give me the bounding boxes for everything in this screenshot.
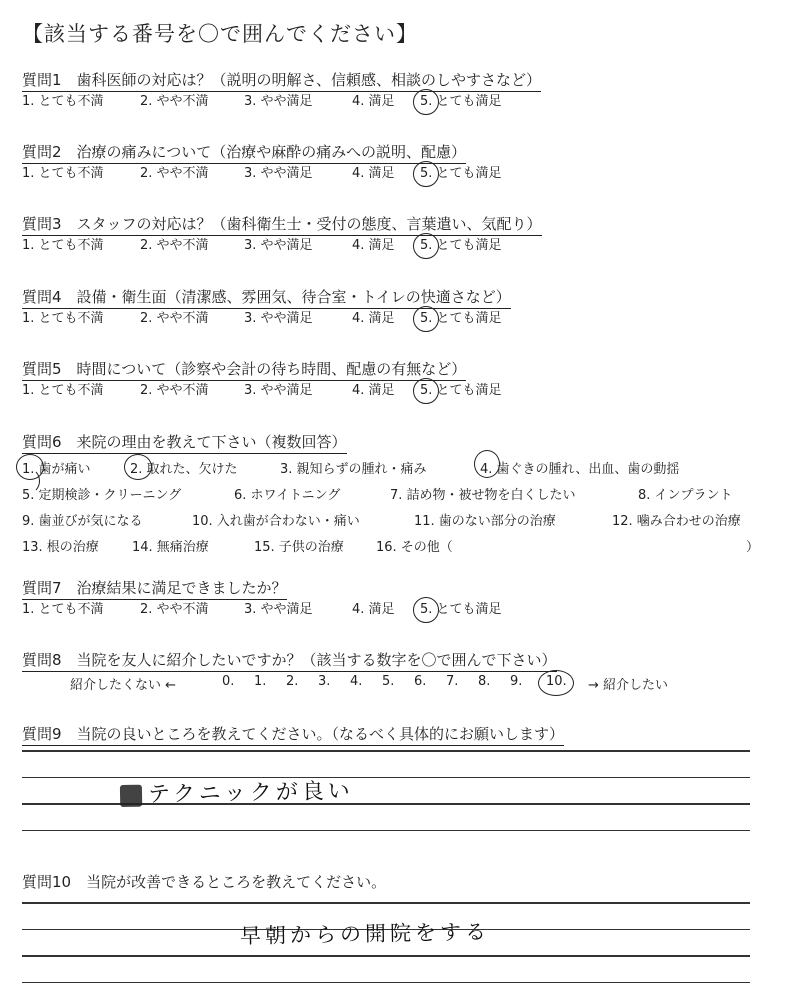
reason-10[interactable]: 10. 入れ歯が合わない・痛い — [192, 514, 360, 529]
selection-circle — [413, 306, 439, 332]
reason-4[interactable]: 4. 歯ぐきの腫れ、出血、歯の動揺 — [480, 462, 680, 477]
question-title: 質問7 治療結果に満足できましたか？ — [22, 578, 287, 600]
selection-circle — [124, 454, 152, 480]
question-title: 質問4 設備・衛生面（清潔感、雰囲気、待合室・トイレの快適さなど） — [22, 287, 511, 309]
option-5[interactable]: 5. とても満足 — [420, 166, 502, 181]
selection-circle — [413, 161, 439, 187]
rating-options — [22, 309, 511, 329]
question-9 — [22, 724, 564, 746]
option-1[interactable]: 1. とても不満 — [22, 94, 104, 109]
option-2[interactable]: 2. やや不満 — [140, 383, 209, 398]
option-3[interactable]: 3. やや満足 — [244, 94, 313, 109]
reason-11[interactable]: 11. 歯のない部分の治療 — [414, 514, 556, 529]
rating-options — [22, 164, 502, 184]
option-2[interactable]: 2. やや不満 — [140, 94, 209, 109]
option-1[interactable]: 1. とても不満 — [22, 602, 104, 617]
reason-16-close: ） — [746, 540, 760, 555]
option-3[interactable]: 3. やや満足 — [244, 383, 313, 398]
scale-6[interactable]: 6. — [414, 674, 427, 689]
reason-3[interactable]: 3. 親知らずの腫れ・痛み — [280, 462, 427, 477]
option-3[interactable]: 3. やや満足 — [244, 602, 313, 617]
reason-9[interactable]: 9. 歯並びが気になる — [22, 514, 143, 529]
question-4 — [22, 287, 511, 329]
scale-1[interactable]: 1. — [254, 674, 267, 689]
selection-circle — [413, 89, 439, 115]
question-7 — [22, 578, 502, 620]
question-title: 質問2 治療の痛みについて（治療や麻酔の痛みへの説明、配慮） — [22, 142, 466, 164]
option-4[interactable]: 4. 満足 — [352, 94, 395, 109]
scale-0[interactable]: 0. — [222, 674, 235, 689]
option-2[interactable]: 2. やや不満 — [140, 311, 209, 326]
option-3[interactable]: 3. やや満足 — [244, 238, 313, 253]
question-title: 質問3 スタッフの対応は？（歯科衛生士・受付の態度、言葉遣い、気配り） — [22, 214, 542, 236]
handwritten-answer-q10: 早朝からの開院をする — [239, 919, 491, 949]
option-5[interactable]: 5. とても満足 — [420, 94, 502, 109]
option-4[interactable]: 4. 満足 — [352, 166, 395, 181]
reason-7[interactable]: 7. 詰め物・被せ物を白くしたい — [390, 488, 576, 503]
option-2[interactable]: 2. やや不満 — [140, 602, 209, 617]
selection-circle — [413, 378, 439, 404]
selection-circle — [413, 233, 439, 259]
option-2[interactable]: 2. やや不満 — [140, 238, 209, 253]
scribble-mark — [120, 785, 142, 807]
option-5[interactable]: 5. とても満足 — [420, 311, 502, 326]
option-4[interactable]: 4. 満足 — [352, 238, 395, 253]
question-6 — [22, 432, 347, 454]
question-title: 質問8 当院を友人に紹介したいですか？（該当する数字を〇で囲んで下さい） — [22, 650, 557, 672]
question-1 — [22, 70, 541, 112]
rating-options — [22, 381, 502, 401]
option-4[interactable]: 4. 満足 — [352, 602, 395, 617]
reason-12[interactable]: 12. 噛み合わせの治療 — [612, 514, 741, 529]
handwritten-answer-q9: テクニックが良い — [120, 774, 354, 809]
scale-10[interactable]: 10. — [546, 674, 567, 689]
option-5[interactable]: 5. とても満足 — [420, 238, 502, 253]
scale-left-label: 紹介したくない ← — [70, 678, 177, 693]
option-2[interactable]: 2. やや不満 — [140, 166, 209, 181]
question-3 — [22, 214, 542, 256]
option-4[interactable]: 4. 満足 — [352, 311, 395, 326]
option-3[interactable]: 3. やや満足 — [244, 166, 313, 181]
option-1[interactable]: 1. とても不満 — [22, 311, 104, 326]
rating-options — [22, 92, 541, 112]
question-8 — [22, 650, 669, 694]
option-3[interactable]: 3. やや満足 — [244, 311, 313, 326]
scale-4[interactable]: 4. — [350, 674, 363, 689]
scale-9[interactable]: 9. — [510, 674, 523, 689]
selection-circle — [538, 670, 574, 696]
question-10 — [22, 872, 386, 893]
rating-options — [22, 600, 502, 620]
reason-5[interactable]: 5. 定期検診・クリーニング — [22, 488, 182, 503]
option-1[interactable]: 1. とても不満 — [22, 383, 104, 398]
option-5[interactable]: 5. とても満足 — [420, 383, 502, 398]
question-title: 質問6 来院の理由を教えて下さい（複数回答） — [22, 432, 347, 454]
rating-options — [22, 236, 542, 256]
scale-7[interactable]: 7. — [446, 674, 459, 689]
recommend-scale — [22, 672, 669, 694]
reason-13[interactable]: 13. 根の治療 — [22, 540, 99, 555]
scale-2[interactable]: 2. — [286, 674, 299, 689]
selection-circle — [413, 597, 439, 623]
selection-circle — [474, 450, 500, 478]
question-5 — [22, 359, 502, 401]
reason-1[interactable]: 1. 歯が痛い — [22, 462, 91, 477]
instruction-heading: 【該当する番号を〇で囲んでください】 — [22, 22, 418, 46]
question-title: 質問10 当院が改善できるところを教えてください。 — [22, 873, 387, 891]
question-title: 質問1 歯科医師の対応は？（説明の明解さ、信頼感、相談のしやすさなど） — [22, 70, 541, 92]
reason-15[interactable]: 15. 子供の治療 — [254, 540, 344, 555]
question-title: 質問9 当院の良いところを教えてください。（なるべく具体的にお願いします） — [22, 724, 564, 746]
scale-8[interactable]: 8. — [478, 674, 491, 689]
option-1[interactable]: 1. とても不満 — [22, 166, 104, 181]
reason-14[interactable]: 14. 無痛治療 — [132, 540, 209, 555]
reason-2[interactable]: 2. 取れた、欠けた — [130, 462, 238, 477]
reason-8[interactable]: 8. インプラント — [638, 488, 733, 503]
scale-right-label: → 紹介したい — [588, 678, 669, 693]
reason-6[interactable]: 6. ホワイトニング — [234, 488, 341, 503]
option-4[interactable]: 4. 満足 — [352, 383, 395, 398]
reason-16[interactable]: 16. その他（ — [376, 540, 453, 555]
option-5[interactable]: 5. とても満足 — [420, 602, 502, 617]
option-1[interactable]: 1. とても不満 — [22, 238, 104, 253]
question-2 — [22, 142, 502, 184]
scale-5[interactable]: 5. — [382, 674, 395, 689]
scale-3[interactable]: 3. — [318, 674, 331, 689]
question-title: 質問5 時間について（診察や会計の待ち時間、配慮の有無など） — [22, 359, 466, 381]
